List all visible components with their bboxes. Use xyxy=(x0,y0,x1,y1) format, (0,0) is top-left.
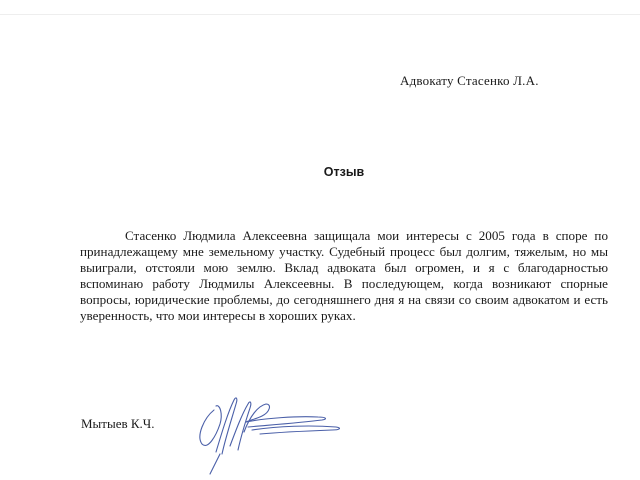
top-divider xyxy=(0,14,640,15)
review-body-text: Стасенко Людмила Алексеевна защищала мои интересы с 2005 года в споре по принадлежащему мне земельному участку. Судебный процесс был долгим, тяжелым, но мы выиграли, отстояли мою землю. Вклад адвоката был огромен, и я с благодарностью вспоминаю работу Людмилы Алексеевны. В последующем, когда возникают спорные вопросы, юридические проблемы, до сегодняшнего дня я на связи со своим адвокатом и есть уверенность, что мои интересы в хороших руках. xyxy=(80,228,608,323)
addressee-line: Адвокату Стасенко Л.А. xyxy=(400,73,539,88)
document-title: Отзыв xyxy=(323,165,365,179)
handwritten-signature xyxy=(186,392,356,478)
signer-name: Мытыев К.Ч. xyxy=(81,416,155,431)
